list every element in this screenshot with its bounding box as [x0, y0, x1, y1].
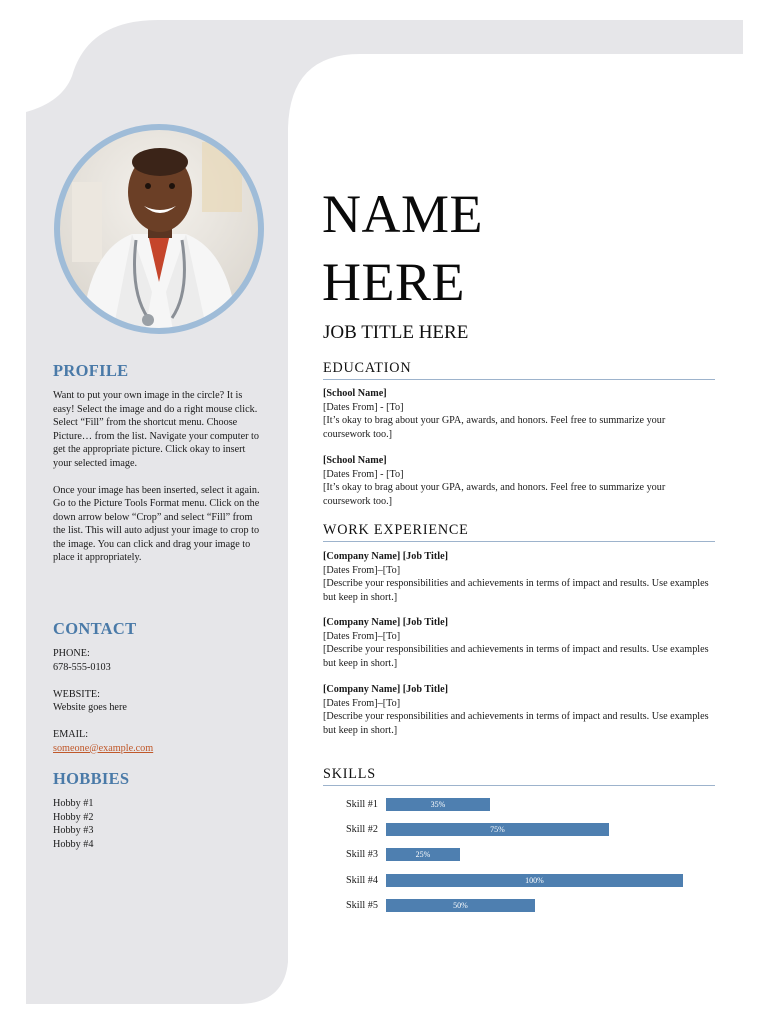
skill-bar	[386, 899, 535, 912]
contact-heading: CONTACT	[53, 619, 137, 638]
job-entry-description: [Describe your responsibilities and achievements in terms of impact and results. Use examples but keep in short.]	[323, 578, 709, 603]
hobby-item: Hobby #2	[53, 811, 94, 823]
skill-value-label: 35%	[430, 800, 446, 809]
profile-text	[53, 389, 266, 565]
school-name: [School Name]	[323, 455, 387, 466]
job-entry-title: [Company Name] [Job Title]	[323, 684, 448, 695]
hobby-item: Hobby #1	[53, 798, 94, 809]
skill-bar	[386, 798, 490, 811]
skill-label: Skill #5	[346, 900, 378, 911]
skill-bar	[386, 848, 460, 861]
profile-heading: PROFILE	[53, 361, 129, 380]
education-dates: [Dates From] - [To]	[323, 468, 404, 480]
job-entry-description: [Describe your responsibilities and achievements in terms of impact and results. Use examples but keep in short.]	[323, 644, 709, 669]
name-line-1: NAME	[322, 184, 483, 244]
hobby-item: Hobby #3	[53, 825, 94, 836]
skill-label: Skill #4	[346, 875, 378, 886]
skill-value-label: 75%	[490, 825, 505, 834]
education-description: [It’s okay to brag about your GPA, awards, and honors. Feel free to summarize your coursework too.]	[323, 482, 666, 507]
education-heading: EDUCATION	[323, 360, 715, 380]
hobby-item: Hobby #4	[53, 838, 94, 850]
job-entry-dates: [Dates From]–[To]	[323, 564, 401, 576]
skill-value-label: 100%	[525, 876, 544, 885]
name-heading	[322, 180, 483, 316]
work-entry	[323, 683, 715, 737]
skill-label: Skill #2	[346, 824, 378, 835]
skill-bar	[386, 874, 683, 887]
hobbies-list	[53, 797, 266, 851]
skill-value-label: 50%	[453, 901, 468, 910]
skill-value-label: 25%	[415, 850, 431, 859]
job-entry-dates: [Dates From]–[To]	[323, 697, 401, 709]
skill-label: Skill #1	[346, 799, 378, 810]
name-line-2: HERE	[322, 252, 465, 312]
job-title: JOB TITLE HERE	[323, 322, 469, 343]
skill-label: Skill #3	[346, 849, 378, 860]
job-entry-description: [Describe your responsibilities and achievements in terms of impact and results. Use examples but keep in short.]	[323, 711, 709, 736]
phone-value: 678-555-0103	[53, 661, 111, 673]
email-link[interactable]: someone@example.com	[53, 742, 154, 754]
education-dates: [Dates From] - [To]	[323, 401, 404, 413]
phone-label: PHONE:	[53, 648, 90, 659]
work-entry	[323, 616, 715, 670]
education-entry	[323, 454, 715, 508]
email-label: EMAIL:	[53, 729, 89, 740]
work-entry	[323, 550, 715, 604]
profile-photo[interactable]	[52, 122, 266, 336]
hobbies-heading: HOBBIES	[53, 769, 130, 788]
job-entry-title: [Company Name] [Job Title]	[323, 551, 448, 562]
profile-paragraph-1: Want to put your own image in the circle? It is easy! Select the image and do a right mouse click. Select “Fill” from the shortcut menu. Choose Picture… from the list. Navigate your computer to get the appropriate picture. Click okay to insert your selected image.	[53, 390, 259, 469]
website-label: WEBSITE:	[53, 688, 100, 700]
skill-bar	[386, 823, 609, 836]
school-name: [School Name]	[323, 388, 387, 399]
contact-block	[53, 647, 266, 755]
education-description: [It’s okay to brag about your GPA, awards, and honors. Feel free to summarize your coursework too.]	[323, 415, 666, 440]
skills-heading: SKILLS	[323, 766, 715, 786]
education-entry	[323, 387, 715, 441]
job-entry-title: [Company Name] [Job Title]	[323, 617, 448, 628]
profile-paragraph-2: Once your image has been inserted, select it again. Go to the Picture Tools Format menu. Click on the down arrow below “Crop” and select “Fill” from the list. This will auto adjust your image to crop to the image. You can click and drag your image to place it appropriately.	[53, 484, 260, 563]
website-value: Website goes here	[53, 702, 127, 713]
work-experience-heading: WORK EXPERIENCE	[323, 522, 715, 542]
job-entry-dates: [Dates From]–[To]	[323, 630, 401, 642]
